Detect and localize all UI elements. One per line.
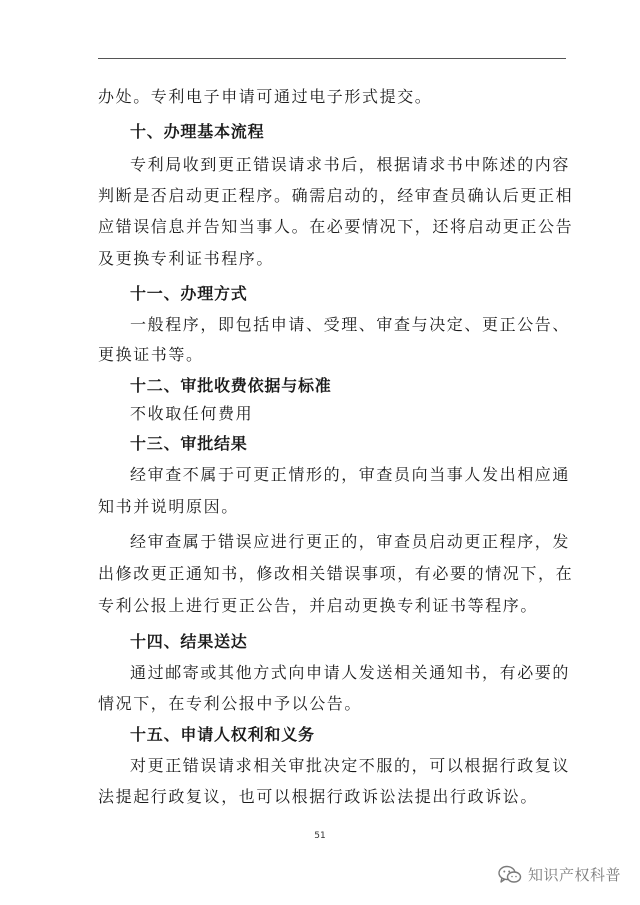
body-line: 专利局收到更正错误请求书后，根据请求书中陈述的内容 xyxy=(130,155,571,174)
body-line: 经审查属于错误应进行更正的，审查员启动更正程序，发 xyxy=(130,532,571,551)
body-line: 对更正错误请求相关审批决定不服的，可以根据行政复议 xyxy=(130,756,571,775)
section-heading: 十一、办理方式 xyxy=(130,284,248,303)
page-number: 51 xyxy=(314,831,326,841)
body-line: 一般程序，即包括申请、受理、审查与决定、更正公告、 xyxy=(130,315,571,334)
body-line: 出修改更正通知书，修改相关错误事项，有必要的情况下，在 xyxy=(98,564,574,583)
section-heading: 十三、审批结果 xyxy=(130,434,248,453)
watermark-text: 知识产权科普 xyxy=(528,866,622,884)
header-rule xyxy=(98,58,566,59)
watermark xyxy=(498,864,621,885)
body-line: 经审查不属于可更正情形的，审查员向当事人发出相应通 xyxy=(130,465,571,484)
body-line: 更换证书等。 xyxy=(98,345,204,364)
section-heading: 十五、申请人权利和义务 xyxy=(130,725,315,744)
body-line: 知书并说明原因。 xyxy=(98,497,239,516)
body-line: 不收取任何费用 xyxy=(130,404,254,423)
body-line: 专利公报上进行更正公告，并启动更换专利证书等程序。 xyxy=(98,596,539,615)
body-line: 通过邮寄或其他方式向申请人发送相关通知书，有必要的 xyxy=(130,663,571,682)
section-heading: 十二、审批收费依据与标准 xyxy=(130,376,332,395)
body-line: 应错误信息并告知当事人。在必要情况下，还将启动更正公告 xyxy=(98,217,574,236)
wechat-icon xyxy=(498,865,522,885)
body-line: 及更换专利证书程序。 xyxy=(98,249,275,268)
body-line: 办处。专利电子申请可通过电子形式提交。 xyxy=(98,87,433,106)
body-line: 判断是否启动更正程序。确需启动的，经审查员确认后更正相 xyxy=(98,186,574,205)
body-line: 情况下，在专利公报中予以公告。 xyxy=(98,694,363,713)
body-line: 法提起行政复议，也可以根据行政诉讼法提出行政诉讼。 xyxy=(98,787,539,806)
section-heading: 十、办理基本流程 xyxy=(130,122,265,141)
section-heading: 十四、结果送达 xyxy=(130,632,248,651)
